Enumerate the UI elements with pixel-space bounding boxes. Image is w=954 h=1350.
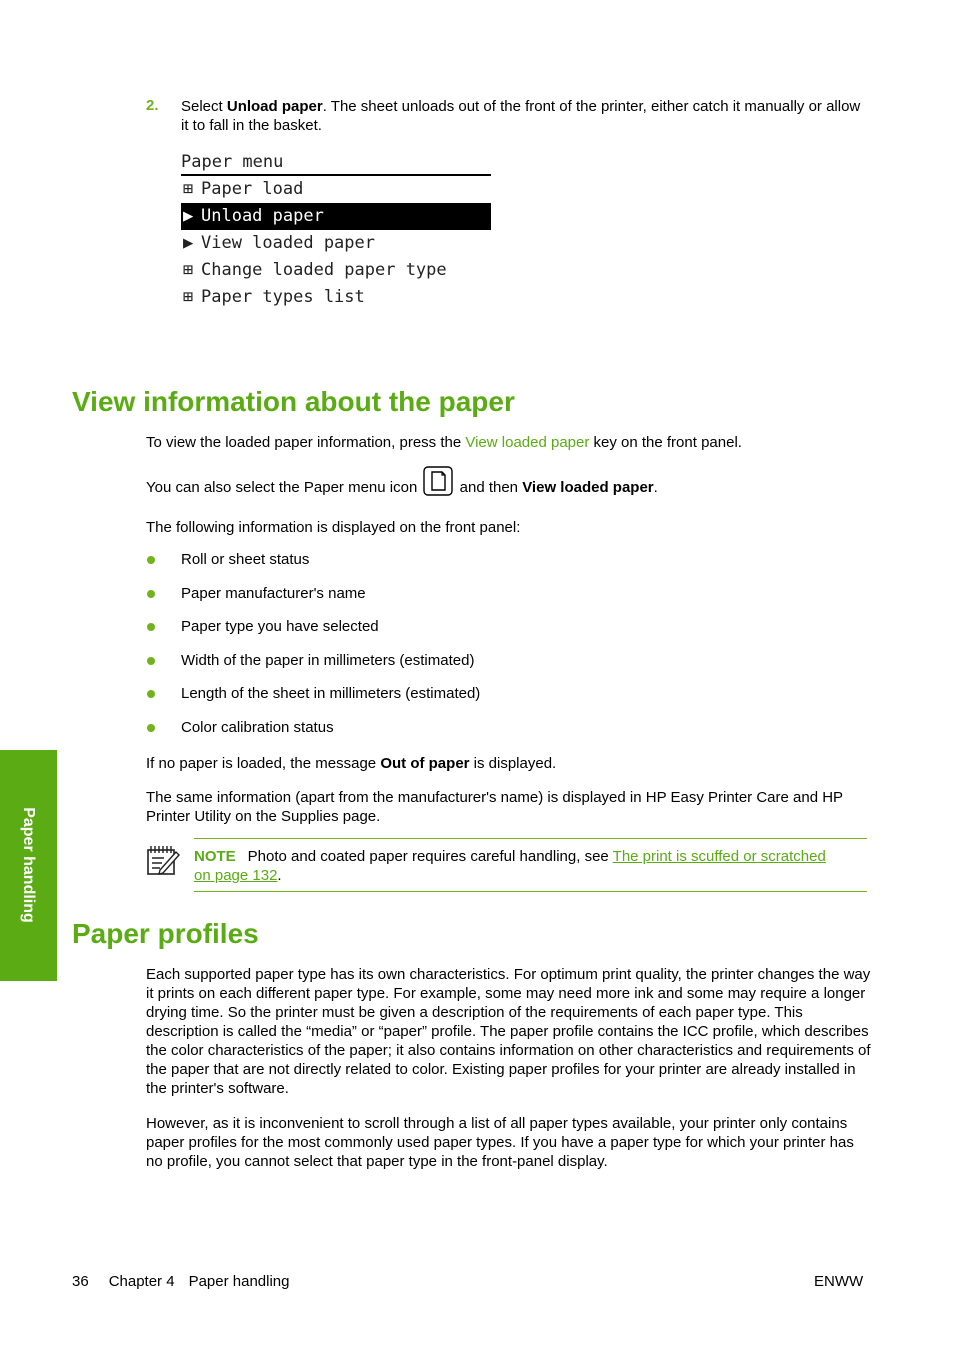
paragraph-supplies-page: The same information (apart from the manufacturer's name) is displayed in HP Easy Printer Care and HP Printer Utility on the Supplies page. <box>146 789 843 825</box>
lcd-item-unload-paper: ▶ Unload paper <box>181 203 491 230</box>
lcd-item-paper-load: ⊞ Paper load <box>181 176 491 203</box>
page-number: 36 <box>72 1273 89 1290</box>
scuffed-link[interactable]: The print is scuffed or scratched on page 132 <box>194 848 826 884</box>
front-panel-display <box>181 150 491 311</box>
paragraph-view-key: To view the loaded paper information, press the View loaded paper key on the front panel. <box>146 434 742 451</box>
step-text: Select Unload paper. The sheet unloads out of the front of the printer, either catch it manually or allow it to fall in the basket. <box>181 98 861 134</box>
arrow-right-icon: ▶ <box>183 206 194 226</box>
section-heading-paper-profiles: Paper profiles <box>72 918 259 949</box>
lcd-title: Paper menu <box>181 150 491 176</box>
note-box <box>194 838 867 892</box>
note-text: NOTE Photo and coated paper requires careful handling, see The print is scuffed or scratched on page 132. <box>194 848 826 884</box>
section-heading-view-info: View information about the paper <box>72 386 515 417</box>
lcd-item-paper-types-list: ⊞ Paper types list <box>181 284 491 311</box>
expand-icon: ⊞ <box>183 287 194 307</box>
expand-icon: ⊞ <box>183 260 194 280</box>
paper-menu-icon <box>423 466 453 496</box>
paragraph-menu-icon: You can also select the Paper menu icon and then View loaded paper. <box>146 466 871 505</box>
bullet-icon <box>147 590 155 598</box>
paragraph-info-intro: The following information is displayed on the front panel: <box>146 519 521 536</box>
unload-paper-bold: Unload paper <box>226 98 323 115</box>
list-item: Color calibration status <box>146 718 866 752</box>
paragraph-out-of-paper: If no paper is loaded, the message Out of paper is displayed. <box>146 755 557 772</box>
note-label: NOTE <box>194 848 236 865</box>
bullet-icon <box>147 657 155 665</box>
lcd-item-view-loaded-paper: ▶ View loaded paper <box>181 230 491 257</box>
note-icon <box>146 844 180 876</box>
arrow-right-icon: ▶ <box>183 233 194 253</box>
paragraph-profiles-intro: Each supported paper type has its own characteristics. For optimum print quality, the printer changes the way it prints on each different paper type. For example, some may need more ink and some may require a longer drying time. So the printer must be given a description of the requirements of each paper type. This description is called the “media” or “paper” profile. The paper profile contains the ICC profile, which describes the color characteristics of the paper; it also contains information on other characteristics and requirements of the paper that are not directly related to color. Existing paper profiles for your printer are already installed in the printer's software. <box>146 966 871 1097</box>
footer-right: ENWW <box>814 1273 864 1290</box>
footer-left <box>72 1273 289 1290</box>
list-item: Roll or sheet status <box>146 550 866 584</box>
info-bullet-list <box>146 550 866 752</box>
view-loaded-paper-key: View loaded paper <box>465 434 590 451</box>
bullet-icon <box>147 690 155 698</box>
bullet-icon <box>147 623 155 631</box>
chapter-title: Paper handling <box>188 1273 290 1290</box>
bullet-icon <box>147 556 155 564</box>
list-item: Paper type you have selected <box>146 617 866 651</box>
list-item: Paper manufacturer's name <box>146 584 866 618</box>
side-tab-label: Paper handling <box>20 807 37 923</box>
list-item: Width of the paper in millimeters (estimated) <box>146 651 866 685</box>
step-number: 2. <box>146 97 159 114</box>
lcd-item-change-loaded-paper-type: ⊞ Change loaded paper type <box>181 257 491 284</box>
chapter-side-tab <box>0 750 57 981</box>
expand-icon: ⊞ <box>183 179 194 199</box>
bullet-icon <box>147 724 155 732</box>
list-item: Length of the sheet in millimeters (estimated) <box>146 684 866 718</box>
paragraph-profiles-limit: However, as it is inconvenient to scroll through a list of all paper types available, your printer only contains paper profiles for the most commonly used paper types. If you have a paper type for which your printer has no profile, you cannot select that paper type in the front-panel display. <box>146 1115 854 1170</box>
chapter-label: Chapter 4 <box>108 1273 175 1290</box>
